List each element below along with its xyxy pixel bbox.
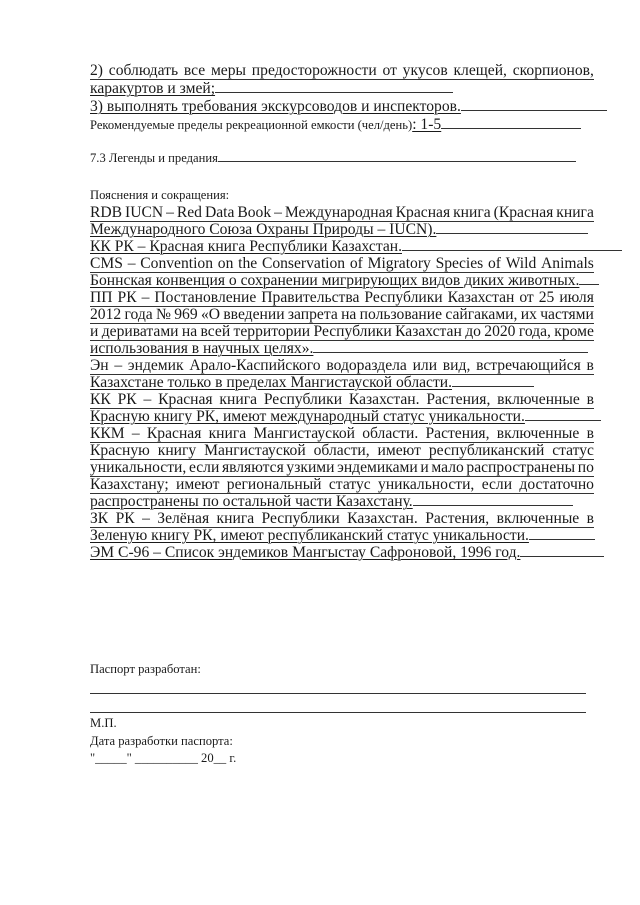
word: и [420,459,429,476]
word: – [127,255,136,272]
fill-line [402,249,622,251]
word: книга [208,425,247,442]
word: RDB [90,204,123,221]
word: книга [453,204,491,221]
word: включенные [497,391,580,408]
word: IUCN [125,204,164,221]
abbr-line [90,306,594,324]
fill-line [441,127,581,129]
word: эндемик [127,357,184,374]
fill-line [313,351,588,353]
word: клещей, [453,62,507,79]
word: Conservation [261,255,346,272]
fill-line [525,419,601,421]
abbr-line [90,289,594,307]
safety-item-3 [90,98,594,115]
word: соблюдать [108,62,179,79]
word: – [166,204,174,221]
word: 2012 [90,306,122,323]
word: (Красная [493,204,554,221]
word: года [124,306,153,323]
word: в [586,425,594,442]
word: Migratory [367,255,431,272]
word: меры [210,62,247,79]
word: июля [559,289,594,306]
word: и [90,323,99,340]
word: мало [431,459,464,476]
word: вид, [442,357,471,374]
word: Республики [261,510,340,527]
word: года, [518,323,551,340]
word: Постановление [154,289,257,306]
fill-line [436,232,588,234]
abbr-line [90,459,594,477]
word: РК [117,289,137,306]
abbr-line-wrap [90,238,594,255]
word: Казахстан. [348,391,420,408]
abbr-line: использования в научных целях». [90,340,314,357]
date-template: "_____" __________ 20__ г. [90,751,237,765]
safety-item-2-text: каракуртов и змей; [90,80,216,97]
word: – [274,204,282,221]
word: распространены [466,459,576,476]
fill-line [218,160,576,162]
abbr-line: Международного Союза Охраны Природы – IUCN). [90,221,437,238]
word: – [143,391,152,408]
abbr-line [90,204,594,222]
word: of [487,255,501,272]
word: на [341,306,357,323]
word: по [577,459,594,476]
legends-section [90,149,594,167]
word: кроме [554,323,594,340]
capacity-label: Рекомендуемые пределы рекреационной емкости (чел/день) [90,118,413,132]
word: имеют [176,476,220,493]
word: являются [221,459,284,476]
word: водораздела [326,357,407,374]
word: статус [328,476,371,493]
word: укусов [402,62,448,79]
word: Республики [364,289,443,306]
abbr-line: Боннская конвенция о сохранении мигрирующих видов диких животных. [90,272,580,289]
abbr-line-wrap [90,527,594,544]
word: Казахстан. [347,510,418,527]
word: статус [552,442,594,459]
word: Красная [146,425,202,442]
word: в [586,357,594,374]
abbr-line-wrap [90,544,594,561]
abbr-line: ЭМ С-96 – Список эндемиков Мангыстау Сафроновой, 1996 год. [90,544,521,561]
abbr-line-wrap [90,374,594,391]
safety-item-3-text: 3) выполнять требования экскурсоводов и инспекторов. [90,98,461,115]
word: Республики [313,323,392,340]
word: Казахстану; [90,476,169,493]
abbr-line [90,357,594,375]
word: «О [200,306,220,323]
word: on [217,255,234,272]
abbr-line [90,425,594,443]
fill-line [520,555,604,557]
abbr-line: КК РК – Красная книга Республики Казахстан. [90,238,402,255]
word: РК [115,510,135,527]
capacity-value: : 1-5 [412,116,442,133]
word: – [131,425,140,442]
abbr-line-wrap [90,408,594,425]
word: введении [223,306,285,323]
fill-line [215,91,453,93]
abbr-line: Красную книгу РК, имеют международный статус уникальности. [90,408,525,425]
word: 2020 [484,323,516,340]
fill-line [461,109,607,111]
word: – [141,289,150,306]
word: книга [556,204,594,221]
fill-line [529,538,595,540]
word: региональный [226,476,322,493]
word: ККМ [90,425,125,442]
word: CMS [90,255,123,272]
word: достаточно [519,476,594,493]
word: книга [219,391,258,408]
word: № [156,306,171,323]
safety-item-2-line-1 [90,62,594,80]
word: Растения, [425,425,490,442]
word: всей [200,323,231,340]
word: 25 [538,289,555,306]
word: сайгаками, [445,306,518,323]
abbr-line: распространены по остальной части Казахстану. [90,493,413,510]
abbr-line [90,442,594,460]
word: – [114,357,123,374]
word: все [183,62,206,79]
fill-line [413,504,573,506]
word: РК [117,391,137,408]
word: области. [362,425,419,442]
word: Зелёная [157,510,210,527]
word: или [412,357,438,374]
word: книгу [157,442,197,459]
word: the [238,255,258,272]
abbr-line-wrap [90,493,594,510]
word: Wild [505,255,537,272]
word: Animals [541,255,594,272]
abbreviations-heading: Пояснения и сокращения: [90,188,230,202]
abbr-line: Казахстане только в пределах Мангистауской области. [90,374,452,391]
word: если [481,476,513,493]
word: Red [176,204,202,221]
word: Book [237,204,272,221]
word: скорпионов, [512,62,594,79]
word: Правительства [261,289,360,306]
word: Красная [395,204,451,221]
word: области, [313,442,370,459]
word: республиканский [428,442,545,459]
word: Эн [90,357,109,374]
word: их [520,306,537,323]
word: уникальности, [378,476,475,493]
word: of [349,255,363,272]
word: 969 [174,306,198,323]
word: Международная [284,204,393,221]
abbr-line [90,255,594,273]
word: на [181,323,198,340]
word: пользование [359,306,443,323]
word: Казахстан [395,323,462,340]
word: Convention [140,255,214,272]
word: Data [204,204,235,221]
abbr-line [90,391,594,409]
word: Красная [158,391,213,408]
word: Арало-Каспийского [189,357,321,374]
word: Мангистауской [204,442,306,459]
word: Казахстан [447,289,515,306]
safety-item-2-line-2 [90,80,594,97]
abbr-line [90,510,594,528]
word: 2) [90,62,103,79]
word: в [586,391,594,408]
word: если [188,459,220,476]
abbr-line-wrap [90,272,594,289]
word: включенные [496,510,580,527]
word: узкими [286,459,335,476]
word: имеют [377,442,421,459]
word: частями [540,306,594,323]
word: ПП [90,289,113,306]
word: до [465,323,481,340]
signature-line-2 [90,712,586,713]
word: в [586,510,594,527]
abbr-line-wrap [90,340,594,357]
word: территории [233,323,311,340]
abbr-line: Зеленую книгу РК, имеют республиканский статус уникальности. [90,527,529,544]
signature-line-1 [90,693,586,694]
word: – [142,510,150,527]
word: Республики [263,391,343,408]
legends-heading: 7.3 Легенды и предания [90,151,218,165]
word: запрета [287,306,338,323]
word: эндемиками [337,459,418,476]
abbr-line [90,476,594,494]
fill-line [579,283,599,285]
abbr-line [90,323,594,341]
stamp-label: М.П. [90,716,117,730]
fill-line [452,385,534,387]
word: Растения, [425,510,490,527]
word: ЗК [90,510,109,527]
word: уникальности, [90,459,187,476]
word: дериватами [101,323,179,340]
word: предосторожности [251,62,377,79]
abbr-line-wrap [90,221,594,238]
word: Растения, [426,391,491,408]
word: встречающийся [476,357,581,374]
developed-by-label: Паспорт разработан: [90,662,201,676]
word: Мангистауской [253,425,355,442]
word: КК [90,391,111,408]
word: книга [216,510,255,527]
word: Species [435,255,484,272]
word: от [519,289,534,306]
capacity-row [90,116,594,133]
word: от [382,62,397,79]
date-label: Дата разработки паспорта: [90,734,233,748]
word: включенные [496,425,580,442]
word: Красную [90,442,150,459]
